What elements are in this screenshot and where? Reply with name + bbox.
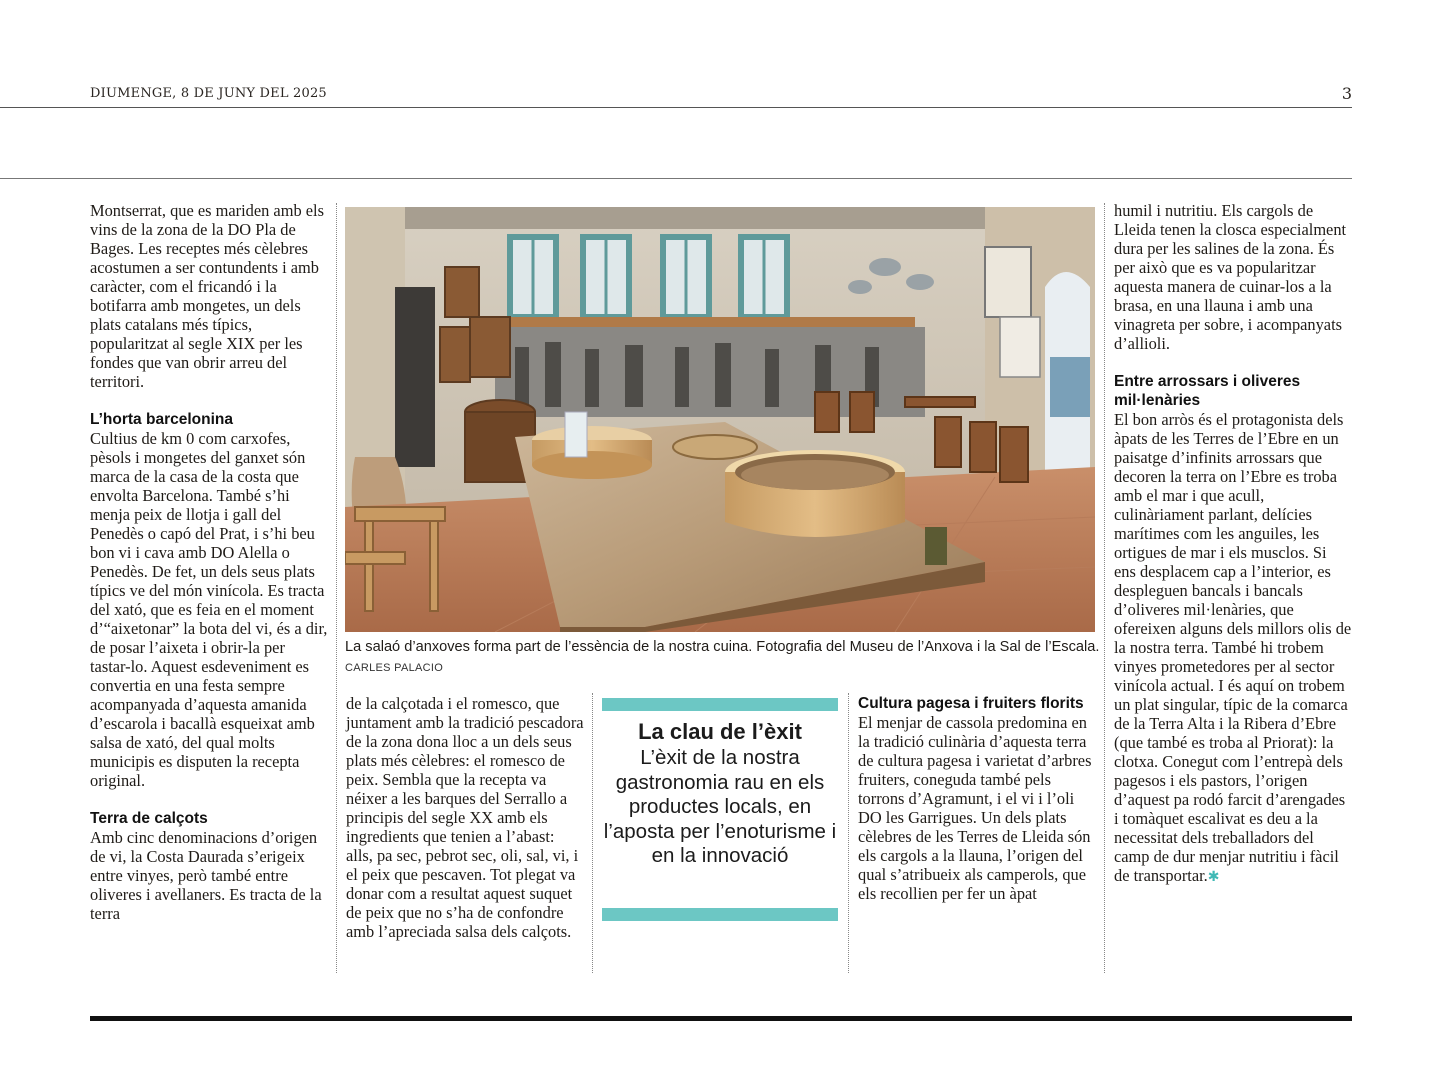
- column-divider: [592, 693, 593, 973]
- caption-text: La salaó d’anxoves forma part de l’essència de la nostra cuina. Fotografia del Museu de l’Anxova i la Sal de l’Escala.: [345, 639, 1100, 655]
- article-column-4: [1114, 201, 1352, 887]
- column-divider: [1104, 203, 1105, 973]
- page-number: 3: [1341, 84, 1352, 103]
- paragraph: El bon arròs és el protagonista dels àpats de les Terres de l’Ebre en un paisatge d’infinits arrossars que decoren la terra on l’Ebre es troba amb el mar i que acull, culinàriament parlant, delícies marítimes com les anguiles, les ortigues de mar i els musclos. Si ens desplacem cap a l’interior, es despleguen bancals i bancals d’oliveres mil·lenàries, que ofereixen alguns dels millors olis de la nostra terra. També hi trobem vinyes prometedores per al sector vinícola actual. I és aquí on trobem un plat singular, típic de la comarca de la Terra Alta i la Ribera d’Ebre (que també es troba al Priorat): la clotxa. Conegut com l’entrepà dels pagesos i els pastors, l’origen d’aquest pa rodó farcit d’arengades i tomàquet escalivat es deu a la necessitat dels treballadors del camp de dur menjar nutritiu i fàcil de transportar.: [1114, 410, 1352, 885]
- pull-quote-text: L’èxit de la nostra gastronomia rau en els productes locals, en l’aposta per l’enoturisme i en la innovació: [603, 746, 837, 867]
- accent-bar: [602, 698, 838, 711]
- accent-bar: [602, 908, 838, 921]
- museum-photo: [345, 207, 1095, 632]
- paragraph: Amb cinc denominacions d’origen de vi, la Costa Daurada s’erigeix entre vinyes, però també entre oliveres i avellaners. Es tracta de la terra: [90, 828, 322, 923]
- paragraph: humil i nutritiu. Els cargols de Lleida tenen la closca especialment dura per les salines de la zona. És per això que es va popularitzar aquesta manera de cuinar-los a la brasa, en una llauna i amb una vinagreta per sobre, i acompanyats d’allioli.: [1114, 201, 1347, 353]
- paragraph: El menjar de cassola predomina en la tradició culinària d’aquesta terra de cultura pagesa i varietat d’arbres fruiters, coneguda també pels torrons d’Agramunt, i el vi i l’oli DO les Garrigues. Un dels plats cèlebres de les Terres de Lleida són els cargols a la llauna, l’origen del qual s’atribueix als camperols, que els recollien per fer un àpat: [858, 713, 1092, 903]
- photo-caption: [345, 637, 1105, 678]
- paragraph: Cultius de km 0 com carxofes, pèsols i mongetes del ganxet són marca de la casa de la costa que envolta Barcelona. També s’hi menja peix de llotja i gall del Penedès o capó del Prat, i s’hi beu bon vi i cava amb DO Alella o Penedès. De fet, un dels seus plats típics ve del món vinícola. Es tracta del xató, que es feia en el moment d’“aixetonar” la bota del vi, és a dir, de posar l’aixeta i obrir-la per tastar-lo. Aquest esdeveniment es convertia en una festa sempre acompanyada d’aquesta amanida d’escarola i bacallà esqueixat amb salsa de xató, del qual molts municipis es disputen la recepta original.: [90, 429, 328, 790]
- issue-date: DIUMENGE, 8 DE JUNY DEL 2025: [90, 86, 327, 101]
- header-rule: [0, 107, 1352, 108]
- article-column-2: [346, 694, 584, 941]
- paragraph: de la calçotada i el romesco, que juntament amb la tradició pescadora de la zona dona lloc a un dels seus plats més cèlebres: el romesco de peix. Sembla que la recepta va néixer a les barques del Serrallo a principis del segle XX amb els ingredients que tenien a l’abast: alls, pa sec, pebrot sec, oli, sal, vi, i el peix que pescaven. Tot plegat va donar com a resultat aquest suquet de peix que no s’ha de confondre amb l’apreciada salsa dels calçots.: [346, 694, 584, 941]
- subheading: L’horta barcelonina: [90, 411, 233, 428]
- pull-quote: [602, 698, 838, 922]
- article-column-1: [90, 201, 328, 923]
- section-rule: [0, 178, 1352, 179]
- column-divider: [848, 693, 849, 973]
- page-header: [90, 86, 1352, 108]
- paragraph: Montserrat, que es mariden amb els vins de la zona de la DO Pla de Bages. Les receptes més cèlebres acostumen a ser contundents i amb caràcter, com el fricandó i la botifarra amb mongetes, un dels plats catalans més típics, popularitzat al segle XIX per les fondes que van obrir arreu del territori.: [90, 201, 324, 391]
- asterisk-end-icon: ✱: [1207, 869, 1220, 885]
- photo-credit: CARLES PALACIO: [345, 662, 444, 674]
- footer-rule: [90, 1016, 1352, 1021]
- subheading: Cultura pagesa i fruiters florits: [858, 695, 1084, 712]
- subheading: Entre arrossars i oliveres mil·lenàries: [1114, 373, 1301, 409]
- pull-quote-title: La clau de l’èxit: [638, 719, 802, 744]
- column-divider: [336, 203, 337, 973]
- subheading: Terra de calçots: [90, 810, 208, 827]
- article-column-3: [858, 694, 1096, 903]
